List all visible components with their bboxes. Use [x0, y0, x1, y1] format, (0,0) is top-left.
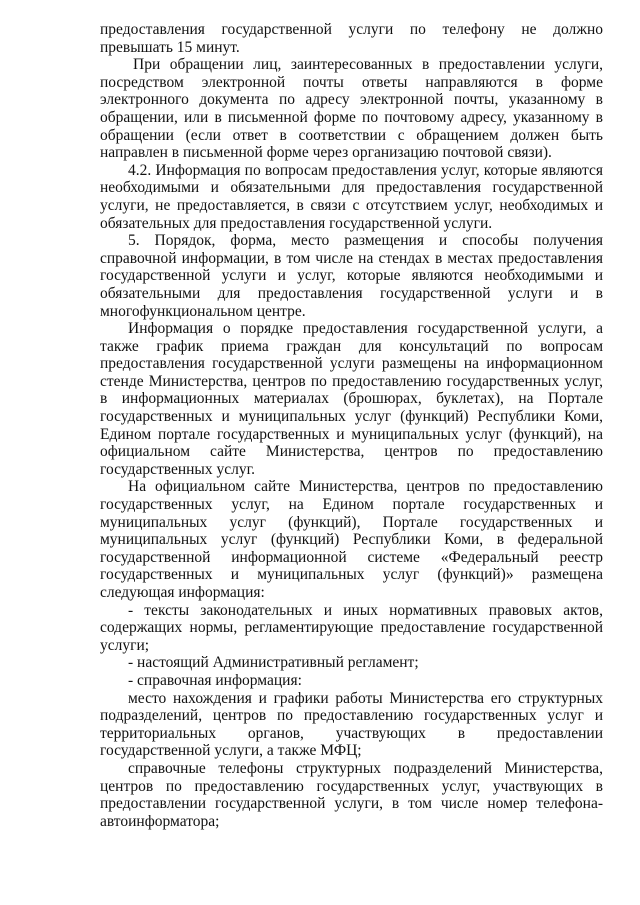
- list-item-reference-info: - справочная информация:: [128, 671, 302, 689]
- list-item-legal-acts: - тексты законодательных и иных нормативных правовых актов, содержащих нормы, регламентирующие предоставление государственной услуги;: [100, 601, 603, 654]
- paragraph-schedule-info: Информация о порядке предоставления государственной услуги, а также график приема граждан для консультаций по вопросам предоставления государственной услуги размещены на информационном стенде Министерства, центров по предоставлению государственных услуг, в информационных материалах (брошюрах, буклетах), на Портале государственных и муниципальных услуг (функций) Республики Коми, Едином портале государственных и муниципальных услуг (функций), на официальном сайте Министерства, центров по предоставлению государственных услуг.: [100, 320, 603, 478]
- paragraph-section-5: 5. Порядок, форма, место размещения и способы получения справочной информации, в том числе на стендах в местах предоставления государственной услуги и услуг, которые являются необходимыми и обязательными для предоставления государственной услуги и в многофункциональном центре.: [100, 232, 603, 320]
- document-page: [100, 21, 603, 830]
- list-item-regulation: - настоящий Административный регламент;: [128, 654, 419, 672]
- paragraph-call-duration: предоставления государственной услуги по телефону не должно превышать 15 минут.: [100, 21, 603, 56]
- paragraph-official-site: На официальном сайте Министерства, центров по предоставлению государственных услуг, на Едином портале государственных и муниципальных услуг (функций), Портале государственных и муниципальных услуг (функций) Республики Коми, в федеральной государственной информационной системе «Федеральный реестр государственных и муниципальных услуг (функций)» размещена следующая информация:: [100, 478, 603, 601]
- paragraph-reference-phones: справочные телефоны структурных подразделений Министерства, центров по предоставлению государственных услуг, участвующих в предоставлении государственной услуги, в том числе номер телефона-автоинформатора;: [100, 759, 603, 830]
- paragraph-email-requests: При обращении лиц, заинтересованных в предоставлении услуги, посредством электронной почты ответы направляются в форме электронного документа по адресу электронной почты, указанному в обращении, или в письменной форме по почтовому адресу, указанному в обращении (если ответ в соответствии с обращением должен быть направлен в письменной форме через организацию почтовой связи).: [100, 56, 603, 162]
- paragraph-section-4-2: 4.2. Информация по вопросам предоставления услуг, которые являются необходимыми и обязательными для предоставления государственной услуги, не предоставляется, в связи с отсутствием услуг, необходимых и обязательных для предоставления государственной услуги.: [100, 161, 603, 232]
- paragraph-locations-schedules: место нахождения и графики работы Министерства его структурных подразделений, центров по предоставлению государственных услуг и территориальных органов, участвующих в предоставлении государственной услуги, а также МФЦ;: [100, 689, 603, 760]
